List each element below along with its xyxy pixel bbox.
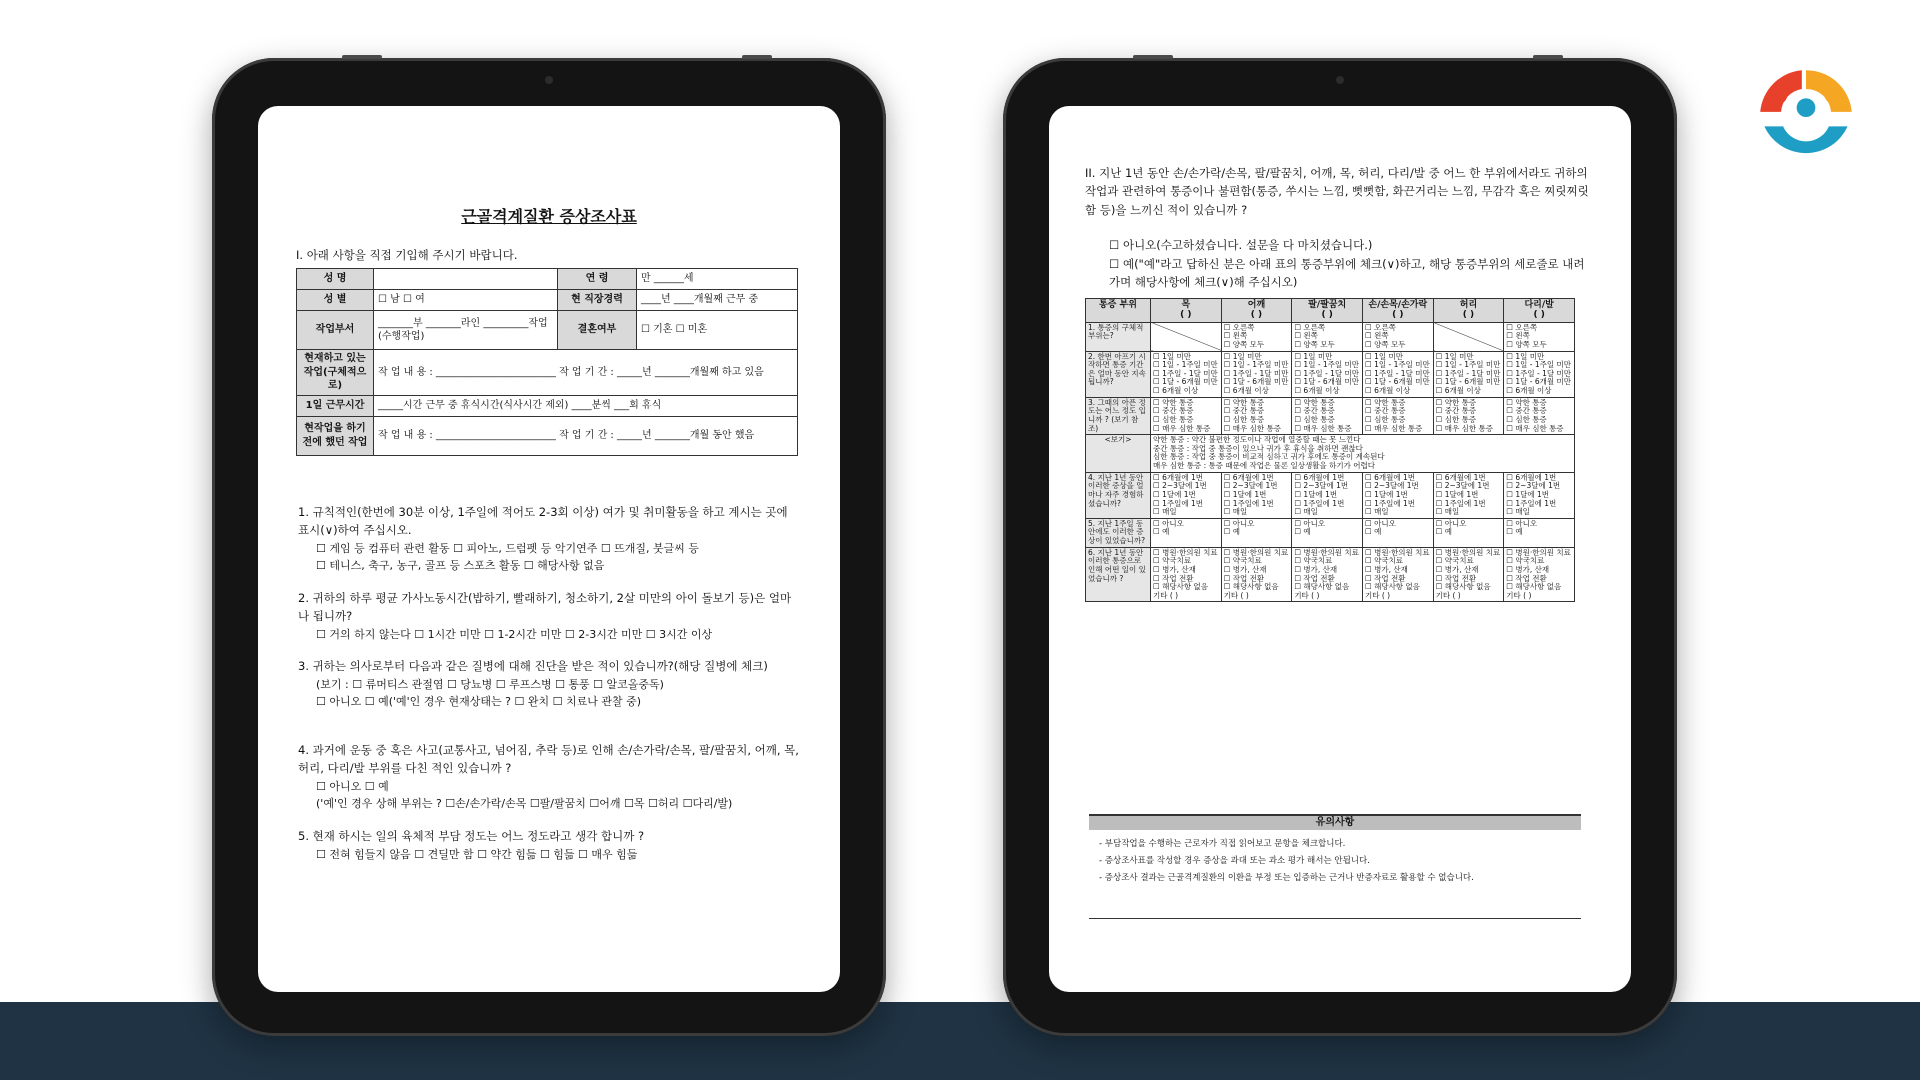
symptom-cell[interactable]: ☐ 아니오 ☐ 예 [1221, 518, 1292, 547]
option-no[interactable]: ☐ 아니오(수고하셨습니다. 설문을 다 마치셨습니다.) [1109, 238, 1373, 252]
question-4[interactable] [298, 742, 802, 812]
current-work-field[interactable]: 작 업 내 용 : ________________________ 작 업 기 간 : _____년 _______개월째 하고 있음 [374, 350, 798, 396]
symptom-row [1086, 322, 1575, 351]
symptom-cell[interactable]: ☐ 1일 미만 ☐ 1일 - 1주일 미만 ☐ 1주일 - 1달 미만 ☐ 1달 - 6개월 미만 ☐ 6개월 이상 [1221, 351, 1292, 397]
symptom-cell[interactable]: ☐ 아니오 ☐ 예 [1292, 518, 1363, 547]
symptom-row [1086, 351, 1575, 397]
symptom-row-label: 6. 지난 1년 동안 이러한 통증으로 인해 어떤 일이 있었습니까 ? [1086, 547, 1151, 602]
symptom-cell[interactable]: ☐ 병원·한의원 치료 ☐ 약국치료 ☐ 병가, 산재 ☐ 작업 전환 ☐ 해당사항 없음 기타 ( ) [1151, 547, 1222, 602]
body-part-header[interactable]: 다리/발 ( ) [1504, 299, 1575, 323]
example-label: <보기> [1086, 435, 1151, 473]
question-2[interactable] [298, 590, 802, 643]
section-1-heading: I. 아래 사항을 직접 기입해 주시기 바랍니다. [296, 248, 518, 262]
question-4-options[interactable]: ☐ 아니오 ☐ 예 ('예'인 경우 상해 부위는 ? ☐손/손가락/손목 ☐팔/팔꿈치 ☐어깨 ☐목 ☐허리 ☐다리/발) [316, 779, 733, 810]
symptom-cell[interactable]: ☐ 약한 통증 ☐ 중간 통증 ☐ 심한 통증 ☐ 매우 심한 통증 [1504, 397, 1575, 435]
symptom-row [1086, 472, 1575, 518]
symptom-cell[interactable]: ☐ 오른쪽 ☐ 왼쪽 ☐ 양쪽 모두 [1221, 322, 1292, 351]
tablet-button [342, 55, 382, 59]
question-3-text: 3. 귀하는 의사로부터 다음과 같은 질병에 대해 진단을 받은 적이 있습니까?(해당 질병에 체크) [298, 659, 768, 673]
tablet-button [742, 55, 772, 59]
question-5[interactable] [298, 828, 802, 863]
symptom-cell [1151, 322, 1222, 351]
symptom-cell[interactable]: ☐ 약한 통증 ☐ 중간 통증 ☐ 심한 통증 ☐ 매우 심한 통증 [1221, 397, 1292, 435]
severity-example-text: 약한 통증 : 약간 불편한 정도이나 작업에 열중할 때는 못 느낀다 중간 통증 : 작업 중 통증이 있으나 귀가 후 휴식을 취하면 괜찮다 심한 통증 : 작업 중 통증이 비교적 심하고 귀가 후에도 통증이 계속된다 매우 심한 통증 : 통증 때문에 작업은 물론 일상생활을 하기가 어렵다 [1151, 435, 1575, 473]
age-field[interactable]: 만 ______세 [637, 269, 798, 290]
current-work-label: 현재하고 있는 작업(구체적으로) [297, 350, 374, 396]
symptom-row-label: 1. 통증의 구체적 부위는? [1086, 322, 1151, 351]
sex-label: 성 별 [297, 290, 374, 311]
symptom-cell[interactable]: ☐ 약한 통증 ☐ 중간 통증 ☐ 심한 통증 ☐ 매우 심한 통증 [1151, 397, 1222, 435]
notice-title: 유의사항 [1089, 814, 1581, 830]
dept-label: 작업부서 [297, 311, 374, 350]
question-2-text: 2. 귀하의 하루 평균 가사노동시간(밥하기, 빨래하기, 청소하기, 2살 미만의 아이 돌보기 등)은 얼마나 됩니까? [298, 591, 792, 623]
symptom-cell[interactable]: ☐ 병원·한의원 치료 ☐ 약국치료 ☐ 병가, 산재 ☐ 작업 전환 ☐ 해당사항 없음 기타 ( ) [1362, 547, 1433, 602]
body-part-header[interactable]: 목 ( ) [1151, 299, 1222, 323]
symptom-row-label: 5. 지난 1주일 동안에도 이러한 증상이 있었습니까? [1086, 518, 1151, 547]
symptom-cell[interactable]: ☐ 병원·한의원 치료 ☐ 약국치료 ☐ 병가, 산재 ☐ 작업 전환 ☐ 해당사항 없음 기타 ( ) [1504, 547, 1575, 602]
symptom-cell[interactable]: ☐ 6개월에 1번 ☐ 2~3달에 1번 ☐ 1달에 1번 ☐ 1주일에 1번 ☐ 매일 [1221, 472, 1292, 518]
symptom-cell[interactable]: ☐ 6개월에 1번 ☐ 2~3달에 1번 ☐ 1달에 1번 ☐ 1주일에 1번 ☐ 매일 [1433, 472, 1504, 518]
document-page-2[interactable] [1049, 106, 1631, 992]
symptom-row-label: 4. 지난 1년 동안 이러한 증상을 얼마나 자주 경험하셨습니까? [1086, 472, 1151, 518]
marital-label: 결혼여부 [558, 311, 637, 350]
question-3-options[interactable]: (보기 : ☐ 류머티스 관절염 ☐ 당뇨병 ☐ 루프스병 ☐ 통풍 ☐ 알코올중독) ☐ 아니오 ☐ 예('예'인 경우 현재상태는 ? ☐ 완치 ☐ 치료나 관찰 중) [316, 677, 664, 708]
symptom-cell[interactable]: ☐ 병원·한의원 치료 ☐ 약국치료 ☐ 병가, 산재 ☐ 작업 전환 ☐ 해당사항 없음 기타 ( ) [1221, 547, 1292, 602]
symptom-cell[interactable]: ☐ 병원·한의원 치료 ☐ 약국치료 ☐ 병가, 산재 ☐ 작업 전환 ☐ 해당사항 없음 기타 ( ) [1292, 547, 1363, 602]
name-field[interactable] [374, 269, 558, 290]
symptom-cell[interactable]: ☐ 아니오 ☐ 예 [1151, 518, 1222, 547]
body-part-header[interactable]: 어깨 ( ) [1221, 299, 1292, 323]
camera-icon [1336, 76, 1344, 84]
symptom-cell[interactable]: ☐ 6개월에 1번 ☐ 2~3달에 1번 ☐ 1달에 1번 ☐ 1주일에 1번 ☐ 매일 [1151, 472, 1222, 518]
question-2-options[interactable]: ☐ 거의 하지 않는다 ☐ 1시간 미만 ☐ 1-2시간 미만 ☐ 2-3시간 미만 ☐ 3시간 이상 [316, 627, 713, 641]
symptom-cell [1433, 322, 1504, 351]
pain-site-header: 통증 부위 [1086, 299, 1151, 323]
notice-item: - 부담작업을 수행하는 근로자가 직접 읽어보고 문항을 체크합니다. [1099, 839, 1346, 849]
symptom-cell[interactable]: ☐ 오른쪽 ☐ 왼쪽 ☐ 양쪽 모두 [1292, 322, 1363, 351]
tablet-left [212, 58, 886, 1036]
symptom-cell[interactable]: ☐ 아니오 ☐ 예 [1433, 518, 1504, 547]
symptom-cell[interactable]: ☐ 1일 미만 ☐ 1일 - 1주일 미만 ☐ 1주일 - 1달 미만 ☐ 1달 - 6개월 미만 ☐ 6개월 이상 [1504, 351, 1575, 397]
body-part-header[interactable]: 손/손목/손가락 ( ) [1362, 299, 1433, 323]
career-field[interactable]: ____년 ____개월째 근무 중 [637, 290, 798, 311]
symptom-cell[interactable]: ☐ 병원·한의원 치료 ☐ 약국치료 ☐ 병가, 산재 ☐ 작업 전환 ☐ 해당사항 없음 기타 ( ) [1433, 547, 1504, 602]
symptom-cell[interactable]: ☐ 아니오 ☐ 예 [1504, 518, 1575, 547]
camera-icon [545, 76, 553, 84]
marital-field[interactable]: ☐ 기혼 ☐ 미혼 [637, 311, 798, 350]
notice-item: - 증상조사 결과는 근골격계질환의 이환을 부정 또는 입증하는 근거나 반증자료로 활용할 수 없습니다. [1099, 873, 1474, 883]
dept-field[interactable]: _______부 _______라인 _________작업(수행작업) [374, 311, 558, 350]
question-3[interactable] [298, 658, 802, 710]
body-part-header[interactable]: 허리 ( ) [1433, 299, 1504, 323]
age-label: 연 령 [558, 269, 637, 290]
career-label: 현 직장경력 [558, 290, 637, 311]
symptom-row-label: 2. 한번 아프기 시작하면 통증 기간은 얼마 동안 지속됩니까? [1086, 351, 1151, 397]
symptom-row [1086, 518, 1575, 547]
document-title: 근골격계질환 증상조사표 [461, 207, 637, 226]
name-label: 성 명 [297, 269, 374, 290]
symptom-row [1086, 397, 1575, 435]
document-page-1[interactable] [258, 106, 840, 992]
symptom-cell[interactable]: ☐ 1일 미만 ☐ 1일 - 1주일 미만 ☐ 1주일 - 1달 미만 ☐ 1달 - 6개월 미만 ☐ 6개월 이상 [1433, 351, 1504, 397]
notice-item: - 증상조사표를 작성할 경우 증상을 과대 또는 과소 평가 해서는 안됩니다. [1099, 856, 1370, 866]
symptom-cell[interactable]: ☐ 아니오 ☐ 예 [1362, 518, 1433, 547]
tablet-button [1133, 55, 1173, 59]
tablet-right [1003, 58, 1677, 1036]
symptom-cell[interactable]: ☐ 약한 통증 ☐ 중간 통증 ☐ 심한 통증 ☐ 매우 심한 통증 [1292, 397, 1363, 435]
symptom-table [1085, 298, 1575, 602]
symptom-cell[interactable]: ☐ 약한 통증 ☐ 중간 통증 ☐ 심한 통증 ☐ 매우 심한 통증 [1433, 397, 1504, 435]
symptom-cell[interactable]: ☐ 1일 미만 ☐ 1일 - 1주일 미만 ☐ 1주일 - 1달 미만 ☐ 1달 - 6개월 미만 ☐ 6개월 이상 [1362, 351, 1433, 397]
sex-field[interactable]: ☐ 남 ☐ 여 [374, 290, 558, 311]
previous-work-label: 현작업을 하기 전에 했던 작업 [297, 416, 374, 455]
question-5-text: 5. 현재 하시는 일의 육체적 부담 정도는 어느 정도라고 생각 합니까 ? [298, 829, 645, 843]
symptom-cell[interactable]: ☐ 오른쪽 ☐ 왼쪽 ☐ 양쪽 모두 [1504, 322, 1575, 351]
notice-divider [1089, 918, 1581, 919]
question-1-options[interactable]: ☐ 게임 등 컴퓨터 관련 활동 ☐ 피아노, 드럼펫 등 악기연주 ☐ 뜨개질, 붓글씨 등 ☐ 테니스, 축구, 농구, 골프 등 스포츠 활동 ☐ 해당사항 없음 [316, 541, 700, 572]
body-part-header[interactable]: 팔/팔꿈치 ( ) [1292, 299, 1363, 323]
symptom-cell[interactable]: ☐ 6개월에 1번 ☐ 2~3달에 1번 ☐ 1달에 1번 ☐ 1주일에 1번 ☐ 매일 [1292, 472, 1363, 518]
symptom-cell[interactable]: ☐ 6개월에 1번 ☐ 2~3달에 1번 ☐ 1달에 1번 ☐ 1주일에 1번 ☐ 매일 [1362, 472, 1433, 518]
severity-example-row [1086, 435, 1575, 473]
tablet-button [1533, 55, 1563, 59]
symptom-cell[interactable]: ☐ 1일 미만 ☐ 1일 - 1주일 미만 ☐ 1주일 - 1달 미만 ☐ 1달 - 6개월 미만 ☐ 6개월 이상 [1292, 351, 1363, 397]
symptom-row [1086, 547, 1575, 602]
question-5-options[interactable]: ☐ 전혀 힘들지 않음 ☐ 견딜만 함 ☐ 약간 힘듦 ☐ 힘듦 ☐ 매우 힘듦 [316, 847, 638, 861]
notice-list [1099, 836, 1474, 887]
previous-work-field[interactable]: 작 업 내 용 : ________________________ 작 업 기 간 : _____년 _______개월 동안 했음 [374, 416, 798, 455]
question-4-text: 4. 과거에 운동 중 혹은 사고(교통사고, 넘어짐, 추락 등)로 인해 손/손가락/손목, 팔/팔꿈치, 어깨, 목, 허리, 다리/발 부위를 다친 적인 있습니까 ? [298, 743, 799, 775]
hours-field[interactable]: _____시간 근무 중 휴식시간(식사시간 제외) ____분씩 ___회 휴식 [374, 395, 798, 416]
symptom-cell[interactable]: ☐ 약한 통증 ☐ 중간 통증 ☐ 심한 통증 ☐ 매우 심한 통증 [1362, 397, 1433, 435]
question-1-text: 1. 규칙적인(한번에 30분 이상, 1주일에 적어도 2-3회 이상) 여가 및 취미활동을 하고 계시는 곳에 표시(∨)하여 주십시오. [298, 505, 788, 537]
question-1[interactable] [298, 504, 802, 574]
symptom-row-label: 3. 그때의 아픈 정도는 어느 정도 입니까 ? (보기 참조) [1086, 397, 1151, 435]
people-circle-logo-icon [1754, 64, 1858, 168]
symptom-cell[interactable]: ☐ 1일 미만 ☐ 1일 - 1주일 미만 ☐ 1주일 - 1달 미만 ☐ 1달 - 6개월 미만 ☐ 6개월 이상 [1151, 351, 1222, 397]
section-2-question: II. 지난 1년 동안 손/손가락/손목, 팔/팔꿈치, 어깨, 목, 허리, 다리/발 중 어느 한 부위에서라도 귀하의 작업과 관련하여 통증이나 불편함(통증, 쑤시는 느낌, 뻣뻣함, 화끈거리는 느낌, 무감각 혹은 찌릿찌릿함 등)을 느끼신 적이 있습니까 ? [1085, 166, 1589, 217]
option-yes[interactable]: ☐ 예("예"라고 답하신 분은 아래 표의 통증부위에 체크(∨)하고, 해당 통증부위의 세로줄로 내려가며 해당사항에 체크(∨)해 주십시오) [1109, 257, 1585, 289]
symptom-cell[interactable]: ☐ 6개월에 1번 ☐ 2~3달에 1번 ☐ 1달에 1번 ☐ 1주일에 1번 ☐ 매일 [1504, 472, 1575, 518]
personal-info-table [296, 268, 798, 456]
hours-label: 1일 근무시간 [297, 395, 374, 416]
symptom-cell[interactable]: ☐ 오른쪽 ☐ 왼쪽 ☐ 양쪽 모두 [1362, 322, 1433, 351]
